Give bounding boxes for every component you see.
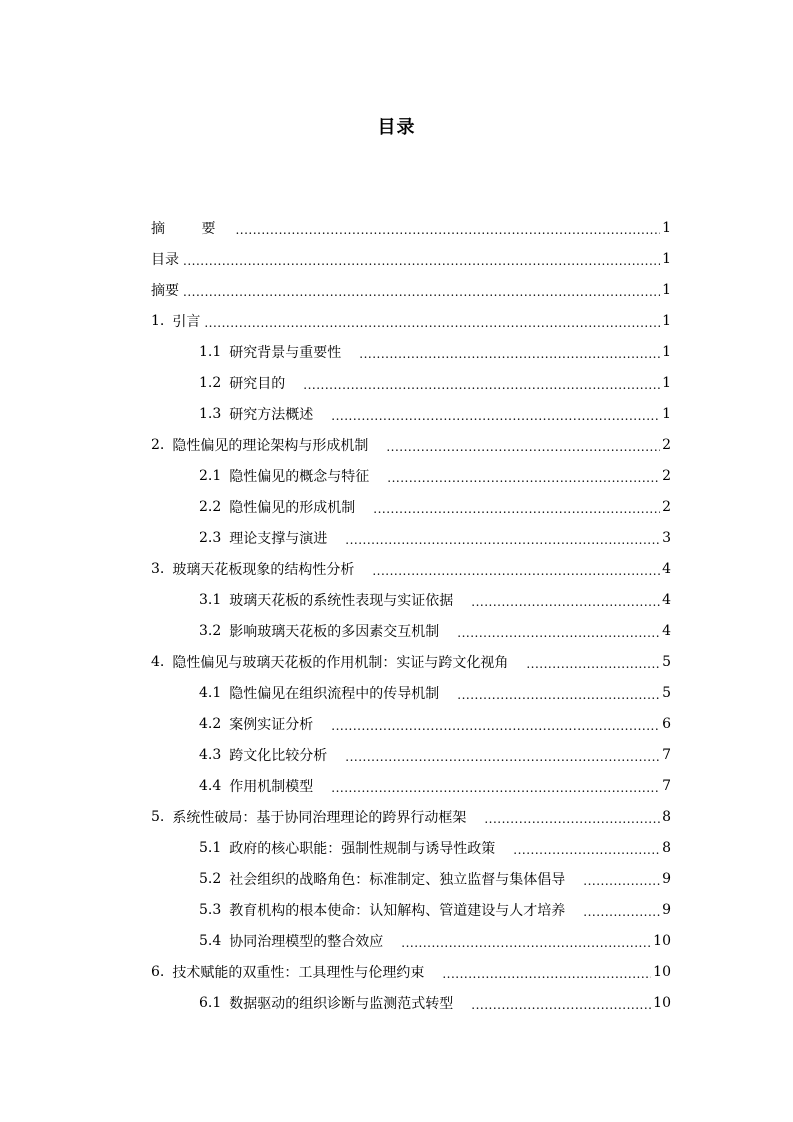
toc-entry-page-number: 7 — [662, 777, 671, 794]
toc-entry-title: 引言 — [172, 313, 201, 330]
toc-entry-page-number: 4 — [662, 591, 671, 608]
toc-dot-leader — [183, 282, 660, 298]
toc-entry[interactable] — [151, 398, 671, 429]
toc-entry[interactable] — [151, 584, 671, 615]
toc-entry-title: 跨文化比较分析 — [229, 747, 328, 764]
toc-entry-page-number: 3 — [662, 529, 671, 546]
toc-entry[interactable] — [151, 243, 671, 274]
toc-entry-page-number: 5 — [662, 653, 671, 670]
toc-entry-title: 技术赋能的双重性：工具理性与伦理约束 — [172, 964, 425, 981]
toc-entry-number: 5.2 — [199, 870, 222, 887]
table-of-contents — [151, 212, 671, 1018]
toc-entry-number: 5.4 — [199, 932, 222, 949]
toc-dot-leader — [526, 654, 660, 670]
toc-entry-title: 案例实证分析 — [229, 716, 314, 733]
toc-entry-page-number: 2 — [662, 467, 671, 484]
toc-dot-leader — [204, 313, 660, 329]
toc-entry-number: 2.2 — [199, 498, 222, 515]
toc-dot-leader — [183, 251, 660, 267]
toc-dot-leader — [235, 220, 660, 236]
toc-entry[interactable] — [151, 894, 671, 925]
toc-entry-title: 目录 — [151, 251, 179, 268]
toc-entry[interactable] — [151, 274, 671, 305]
toc-entry[interactable] — [151, 491, 671, 522]
toc-entry-page-number: 1 — [662, 281, 671, 298]
toc-entry[interactable] — [151, 212, 671, 243]
toc-entry[interactable] — [151, 367, 671, 398]
toc-entry-page-number: 10 — [653, 963, 671, 980]
toc-dot-leader — [372, 561, 660, 577]
toc-entry[interactable] — [151, 677, 671, 708]
toc-dot-leader — [373, 499, 660, 515]
toc-entry-page-number: 2 — [662, 436, 671, 453]
toc-entry-number: 5.3 — [199, 901, 222, 918]
toc-entry[interactable] — [151, 460, 671, 491]
toc-entry[interactable] — [151, 863, 671, 894]
toc-entry[interactable] — [151, 832, 671, 863]
toc-entry-page-number: 2 — [662, 498, 671, 515]
toc-dot-leader — [331, 406, 660, 422]
toc-entry-page-number: 8 — [662, 808, 671, 825]
toc-entry[interactable] — [151, 336, 671, 367]
toc-dot-leader — [583, 902, 660, 918]
toc-dot-leader — [345, 747, 660, 763]
toc-entry-page-number: 9 — [662, 870, 671, 887]
toc-dot-leader — [303, 375, 660, 391]
toc-dot-leader — [471, 995, 651, 1011]
toc-entry-page-number: 1 — [662, 343, 671, 360]
toc-entry[interactable] — [151, 925, 671, 956]
toc-entry[interactable] — [151, 708, 671, 739]
toc-entry-title: 政府的核心职能：强制性规制与诱导性政策 — [229, 840, 496, 857]
toc-entry-title: 隐性偏见的形成机制 — [229, 499, 356, 516]
toc-entry-page-number: 1 — [662, 250, 671, 267]
toc-entry-title: 隐性偏见与玻璃天花板的作用机制：实证与跨文化视角 — [172, 654, 509, 671]
toc-entry-title: 协同治理模型的整合效应 — [229, 933, 384, 950]
toc-entry-title: 作用机制模型 — [229, 778, 314, 795]
toc-entry[interactable] — [151, 739, 671, 770]
toc-entry-title: 玻璃天花板现象的结构性分析 — [172, 561, 355, 578]
toc-entry-title: 隐性偏见的理论架构与形成机制 — [172, 437, 369, 454]
toc-entry-number: 2. — [151, 436, 165, 453]
toc-entry-title: 数据驱动的组织诊断与监测范式转型 — [229, 995, 454, 1012]
toc-dot-leader — [386, 437, 660, 453]
page-title: 目录 — [377, 117, 416, 138]
toc-entry-page-number: 1 — [662, 219, 671, 236]
toc-entry-page-number: 10 — [653, 932, 671, 949]
toc-entry[interactable] — [151, 429, 671, 460]
toc-entry-number: 1. — [151, 312, 165, 329]
toc-entry-title: 系统性破局：基于协同治理理论的跨界行动框架 — [172, 809, 467, 826]
toc-entry[interactable] — [151, 615, 671, 646]
toc-entry[interactable] — [151, 956, 671, 987]
toc-entry[interactable] — [151, 646, 671, 677]
toc-dot-leader — [484, 809, 660, 825]
toc-entry-page-number: 8 — [662, 839, 671, 856]
toc-entry-page-number: 6 — [662, 715, 671, 732]
toc-dot-leader — [457, 685, 660, 701]
toc-dot-leader — [513, 840, 660, 856]
toc-entry[interactable] — [151, 987, 671, 1018]
toc-entry-page-number: 10 — [653, 994, 671, 1011]
toc-entry-title: 研究背景与重要性 — [229, 344, 342, 361]
toc-entry-number: 6. — [151, 963, 165, 980]
toc-entry-number: 3. — [151, 560, 165, 577]
toc-entry-page-number: 7 — [662, 746, 671, 763]
toc-dot-leader — [457, 623, 660, 639]
toc-dot-leader — [583, 871, 660, 887]
toc-entry-title: 摘要 — [151, 282, 179, 299]
toc-entry-number: 4.4 — [199, 777, 222, 794]
toc-entry-page-number: 4 — [662, 560, 671, 577]
toc-entry-title: 研究目的 — [229, 375, 286, 392]
toc-entry-page-number: 1 — [662, 374, 671, 391]
toc-dot-leader — [442, 964, 651, 980]
toc-entry[interactable] — [151, 770, 671, 801]
toc-dot-leader — [471, 592, 660, 608]
toc-entry[interactable] — [151, 801, 671, 832]
toc-dot-leader — [345, 530, 660, 546]
toc-entry[interactable] — [151, 553, 671, 584]
toc-entry-number: 4. — [151, 653, 165, 670]
toc-entry-title: 影响玻璃天花板的多因素交互机制 — [229, 623, 440, 640]
toc-entry-number: 4.1 — [199, 684, 222, 701]
toc-entry-number: 5. — [151, 808, 165, 825]
toc-entry-page-number: 1 — [662, 312, 671, 329]
toc-dot-leader — [331, 716, 660, 732]
toc-entry-number: 5.1 — [199, 839, 222, 856]
toc-entry-number: 2.3 — [199, 529, 222, 546]
toc-entry-title: 教育机构的根本使命：认知解构、管道建设与人才培养 — [229, 902, 566, 919]
toc-dot-leader — [359, 344, 660, 360]
toc-entry[interactable] — [151, 522, 671, 553]
toc-entry-title: 摘 要 — [151, 220, 232, 237]
toc-entry-number: 3.1 — [199, 591, 222, 608]
toc-entry-number: 2.1 — [199, 467, 222, 484]
toc-entry-number: 4.3 — [199, 746, 222, 763]
toc-entry-number: 1.2 — [199, 374, 222, 391]
toc-entry-page-number: 4 — [662, 622, 671, 639]
toc-entry-title: 社会组织的战略角色：标准制定、独立监督与集体倡导 — [229, 871, 566, 888]
toc-entry[interactable] — [151, 305, 671, 336]
toc-entry-page-number: 9 — [662, 901, 671, 918]
toc-entry-title: 隐性偏见在组织流程中的传导机制 — [229, 685, 440, 702]
toc-dot-leader — [331, 778, 660, 794]
toc-entry-page-number: 1 — [662, 405, 671, 422]
toc-entry-title: 隐性偏见的概念与特征 — [229, 468, 370, 485]
toc-dot-leader — [401, 933, 651, 949]
toc-entry-number: 3.2 — [199, 622, 222, 639]
toc-entry-title: 研究方法概述 — [229, 406, 314, 423]
toc-entry-number: 6.1 — [199, 994, 222, 1011]
toc-entry-number: 4.2 — [199, 715, 222, 732]
toc-entry-number: 1.1 — [199, 343, 222, 360]
toc-entry-title: 理论支撑与演进 — [229, 530, 328, 547]
toc-entry-page-number: 5 — [662, 684, 671, 701]
toc-entry-title: 玻璃天花板的系统性表现与实证依据 — [229, 592, 454, 609]
toc-entry-number: 1.3 — [199, 405, 222, 422]
toc-dot-leader — [387, 468, 660, 484]
